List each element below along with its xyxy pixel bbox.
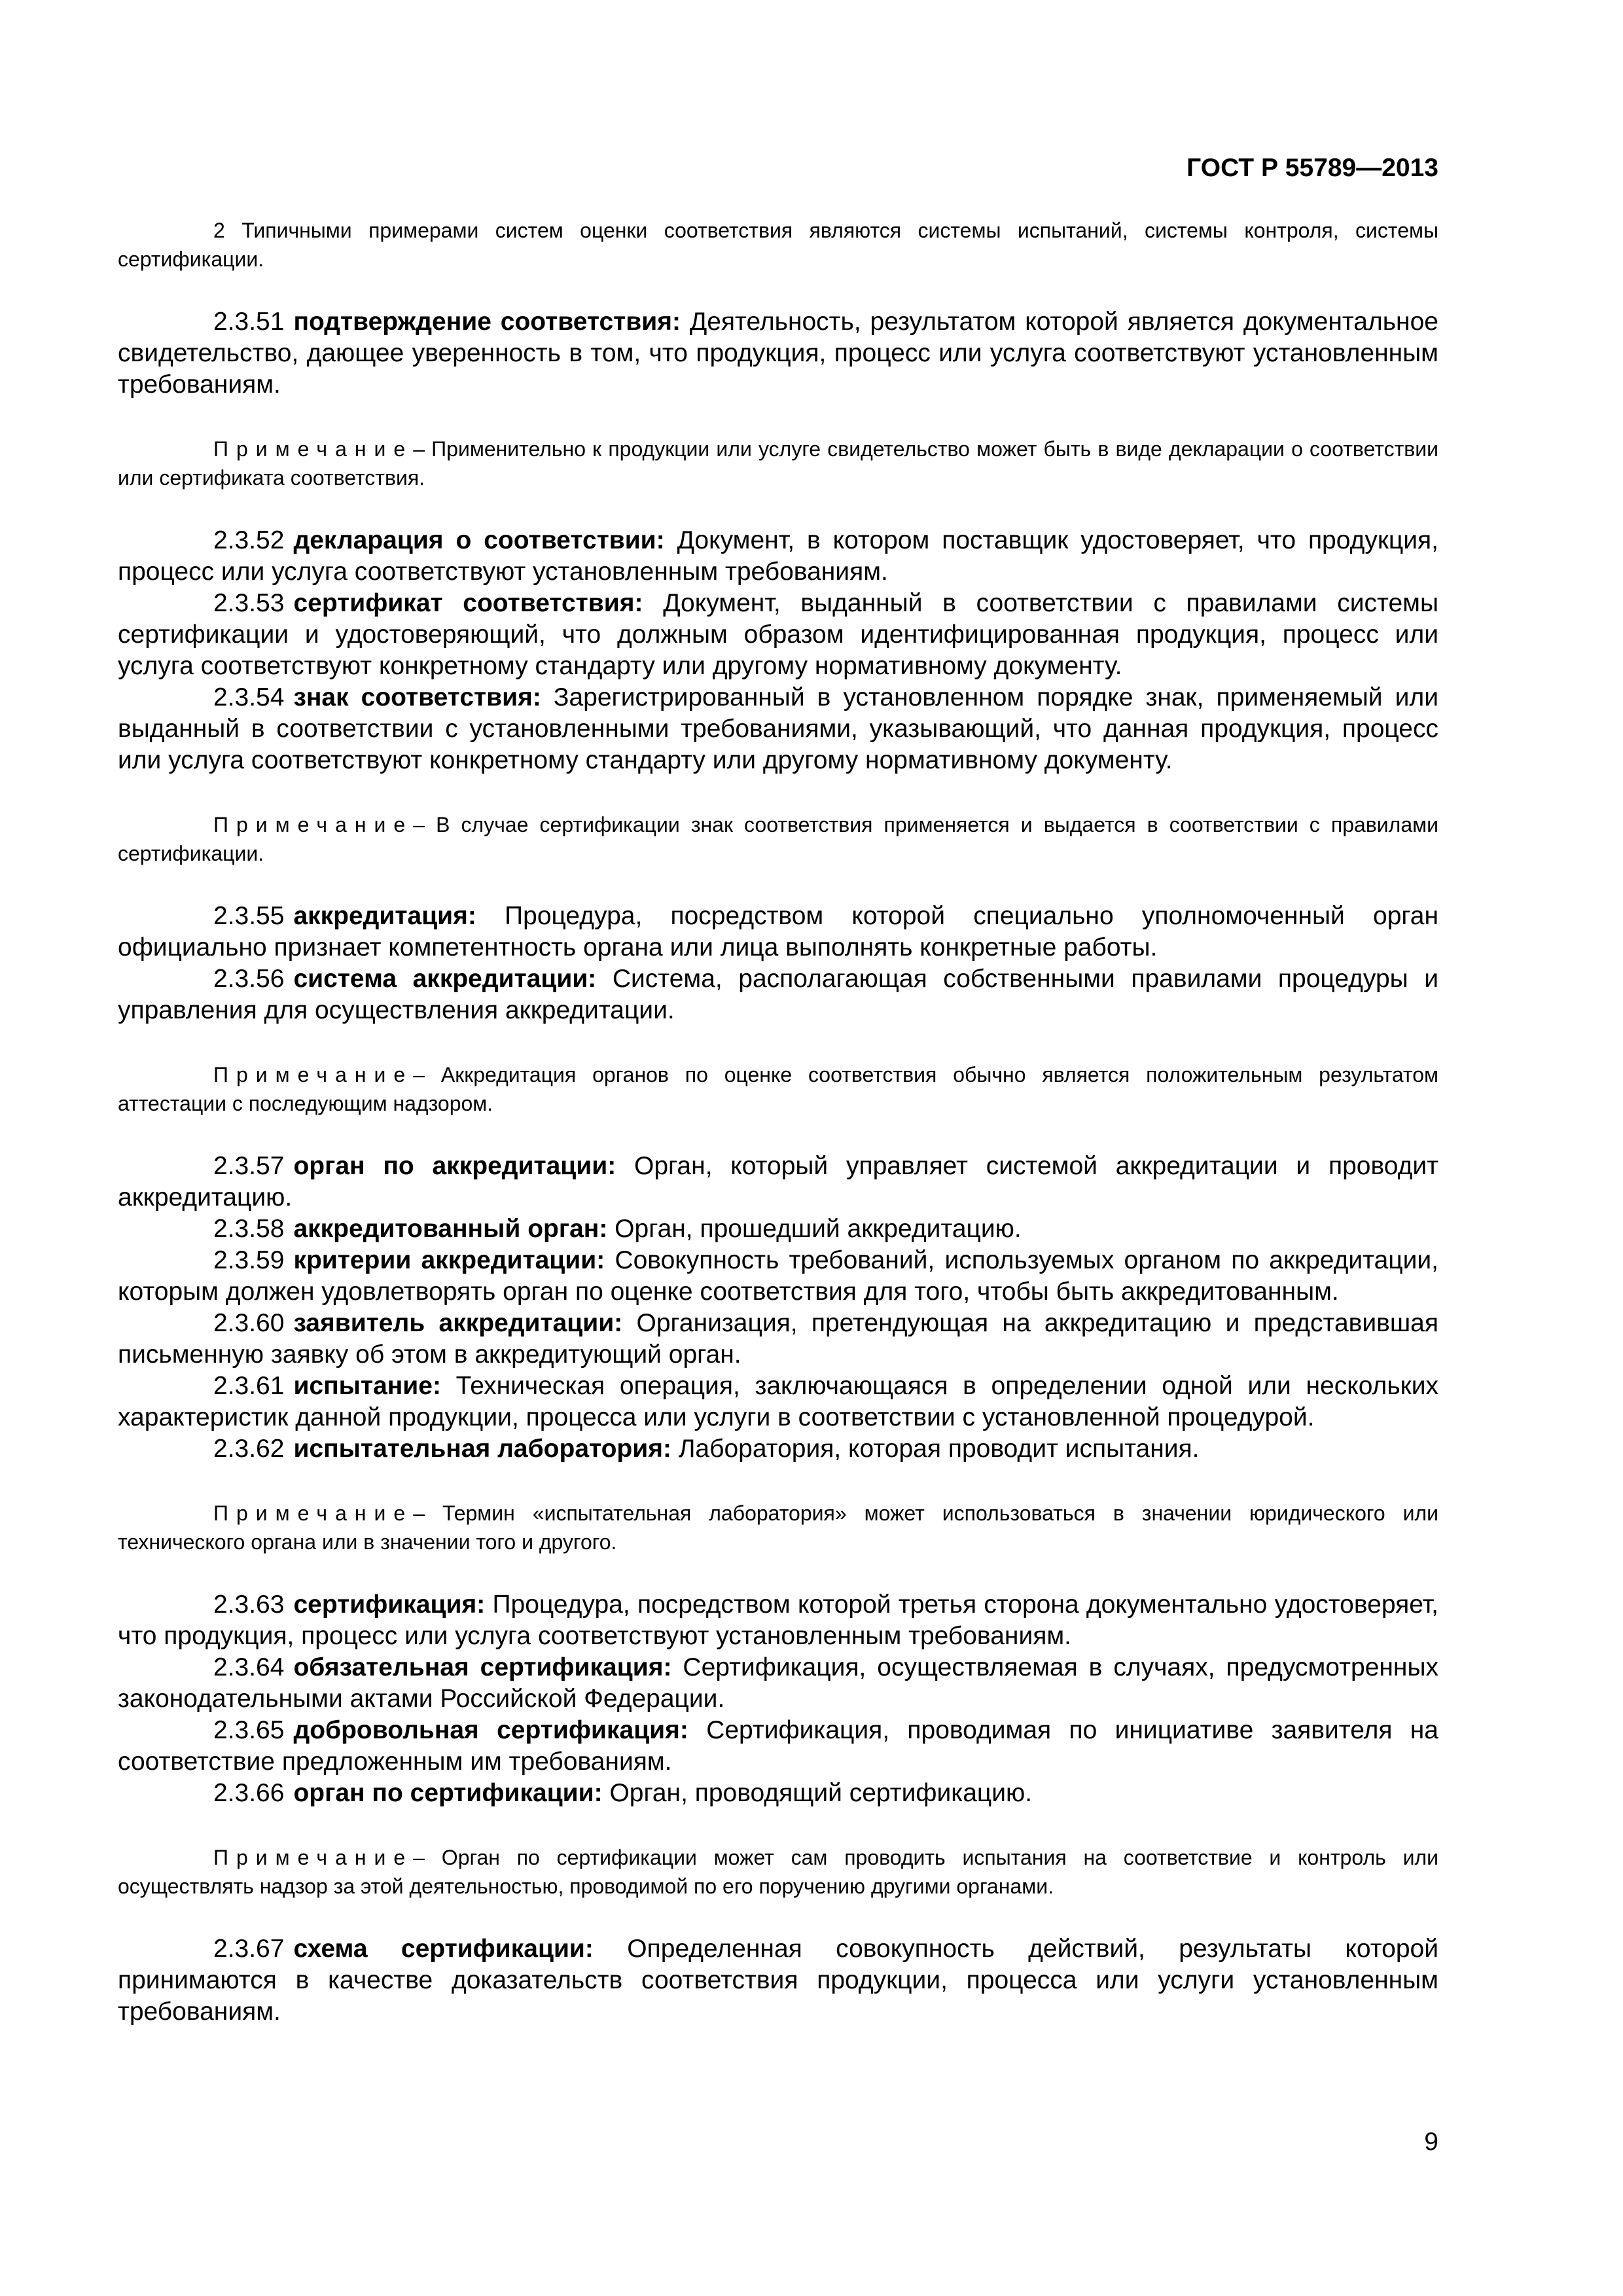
- term-number: 2.3.58: [213, 1215, 285, 1243]
- term-name: система аккредитации:: [293, 965, 597, 993]
- term-name: орган по сертификации:: [293, 1779, 603, 1807]
- term-name: испытательная лаборатория:: [293, 1435, 671, 1463]
- term-number: 2.3.64: [213, 1653, 285, 1681]
- term-number: 2.3.53: [213, 589, 285, 617]
- term-entry: [118, 525, 1438, 588]
- term-name: подтверждение соответствия:: [293, 308, 681, 336]
- note-label: Примечание: [213, 1063, 414, 1086]
- term-entry: [118, 901, 1438, 963]
- term-note: [118, 810, 1438, 868]
- term-name: обязательная сертификация:: [293, 1653, 672, 1681]
- term-entry: [118, 1245, 1438, 1308]
- term-number: 2.3.60: [213, 1309, 285, 1337]
- term-definition: Совокупность требований, используемых органом по аккредитации, которым должен удовлетворять орган по оценке соответствия для того, чтобы быть аккредитованным.: [118, 1246, 1438, 1306]
- term-entry: [118, 1371, 1438, 1433]
- note-text: – Термин «испытательная лаборатория» может использоваться в значении юридического или технического органа или в значении того и другого.: [118, 1501, 1438, 1554]
- note-text: – Орган по сертификации может сам проводить испытания на соответствие и контроль или осуществлять надзор за этой деятельностью, проводимой по его поручению другими органами.: [118, 1846, 1438, 1898]
- term-name: испытание:: [293, 1372, 441, 1400]
- term-definition: Система, располагающая собственными правилами процедуры и управления для осуществления аккредитации.: [118, 965, 1438, 1024]
- term-number: 2.3.57: [213, 1152, 285, 1180]
- term-number: 2.3.63: [213, 1590, 285, 1619]
- term-name: сертификат соответствия:: [293, 589, 643, 617]
- term-number: 2.3.62: [213, 1435, 285, 1463]
- term-entry: [118, 1589, 1438, 1652]
- document-header-standard: ГОСТ Р 55789—2013: [1186, 154, 1438, 182]
- intro-note: 2 Типичными примерами систем оценки соответствия являются системы испытаний, системы контроля, системы сертификации.: [118, 219, 1438, 271]
- term-number: 2.3.67: [213, 1935, 285, 1963]
- term-note: [118, 435, 1438, 492]
- term-number: 2.3.59: [213, 1246, 285, 1274]
- term-entry: [118, 588, 1438, 682]
- term-name: сертификация:: [293, 1590, 486, 1619]
- term-name: знак соответствия:: [293, 683, 541, 711]
- page-number: 9: [1424, 2128, 1438, 2156]
- term-definition: Деятельность, результатом которой является документальное свидетельство, дающее уверенность в том, что продукция, процесс или услуга соответствуют установленным требованиям.: [118, 308, 1438, 399]
- term-definition: Сертификация, проводимая по инициативе заявителя на соответствие предложенным им требованиям.: [118, 1716, 1438, 1776]
- term-entry: [118, 1715, 1438, 1778]
- term-definition: Лаборатория, которая проводит испытания.: [678, 1435, 1200, 1463]
- term-entry: [118, 1308, 1438, 1371]
- note-text: – Применительно к продукции или услуге свидетельство может быть в виде декларации о соответствии или сертификата соответствия.: [118, 437, 1438, 490]
- term-name: аккредитация:: [293, 902, 476, 930]
- term-definition: Сертификация, осуществляемая в случаях, предусмотренных законодательными актами Российской Федерации.: [118, 1653, 1438, 1713]
- term-definition: Определенная совокупность действий, результаты которой принимаются в качестве доказательств соответствия продукции, процесса или услуги установленным требованиям.: [118, 1935, 1439, 2026]
- term-name: аккредитованный орган:: [293, 1215, 608, 1243]
- terms-list: [118, 306, 1438, 2028]
- term-definition: Документ, в котором поставщик удостоверяет, что продукция, процесс или услуга соответствуют установленным требованиям.: [118, 526, 1438, 586]
- term-entry: [118, 306, 1438, 401]
- term-name: орган по аккредитации:: [293, 1152, 616, 1180]
- term-definition: Орган, проводящий сертификацию.: [609, 1779, 1033, 1807]
- term-name: критерии аккредитации:: [293, 1246, 605, 1274]
- term-name: декларация о соответствии:: [293, 526, 665, 554]
- term-number: 2.3.54: [213, 683, 285, 711]
- term-number: 2.3.55: [213, 902, 285, 930]
- term-entry: [118, 1433, 1438, 1465]
- term-definition: Организация, претендующая на аккредитацию и представившая письменную заявку об этом в аккредитующий орган.: [118, 1309, 1438, 1369]
- term-number: 2.3.66: [213, 1779, 285, 1807]
- term-definition: Орган, который управляет системой аккредитации и проводит аккредитацию.: [118, 1152, 1438, 1211]
- note-label: Примечание: [213, 1501, 414, 1525]
- term-number: 2.3.56: [213, 965, 285, 993]
- term-number: 2.3.51: [213, 308, 285, 336]
- term-entry: [118, 1652, 1438, 1715]
- term-number: 2.3.52: [213, 526, 285, 554]
- note-text: – Аккредитация органов по оценке соответствия обычно является положительным результатом аттестации с последующим надзором.: [118, 1063, 1438, 1115]
- note-text: – В случае сертификации знак соответствия применяется и выдается в соответствии с правилами сертификации.: [118, 813, 1438, 865]
- term-entry: [118, 1778, 1438, 1809]
- term-number: 2.3.61: [213, 1372, 285, 1400]
- term-definition: Орган, прошедший аккредитацию.: [615, 1215, 1022, 1243]
- note-label: Примечание: [213, 437, 414, 461]
- term-entry: [118, 682, 1438, 776]
- term-note: [118, 1843, 1438, 1901]
- term-name: добровольная сертификация:: [293, 1716, 688, 1744]
- term-definition: Зарегистрированный в установленном порядке знак, применяемый или выданный в соответствии с установленными требованиями, указывающий, что данная продукция, процесс или услуга соответствуют конкретному стандарту или другому нормативному документу.: [118, 683, 1438, 774]
- term-number: 2.3.65: [213, 1716, 285, 1744]
- term-definition: Процедура, посредством которой специально уполномоченный орган официально признает компетентность органа или лица выполнять конкретные работы.: [118, 902, 1438, 961]
- term-entry: [118, 1933, 1438, 2028]
- term-definition: Документ, выданный в соответствии с правилами системы сертификации и удостоверяющий, что должным образом идентифицированная продукция, процесс или услуга соответствуют конкретному стандарту или другому нормативному документу.: [118, 589, 1439, 680]
- document-page: [118, 0, 1438, 2296]
- term-entry: [118, 963, 1438, 1026]
- term-entry: [118, 1151, 1438, 1213]
- term-definition: Техническая операция, заключающаяся в определении одной или нескольких характеристик данной продукции, процесса или услуги в соответствии с установленной процедурой.: [118, 1372, 1438, 1431]
- document-body: [118, 216, 1438, 2028]
- term-entry: [118, 1213, 1438, 1245]
- note-label: Примечание: [213, 813, 414, 836]
- term-name: схема сертификации:: [293, 1935, 594, 1963]
- term-note: [118, 1060, 1438, 1118]
- term-definition: Процедура, посредством которой третья сторона документально удостоверяет, что продукция, процесс или услуга соответствуют установленным требованиям.: [118, 1590, 1438, 1650]
- term-note: [118, 1499, 1438, 1556]
- note-label: Примечание: [213, 1846, 414, 1869]
- term-name: заявитель аккредитации:: [293, 1309, 623, 1337]
